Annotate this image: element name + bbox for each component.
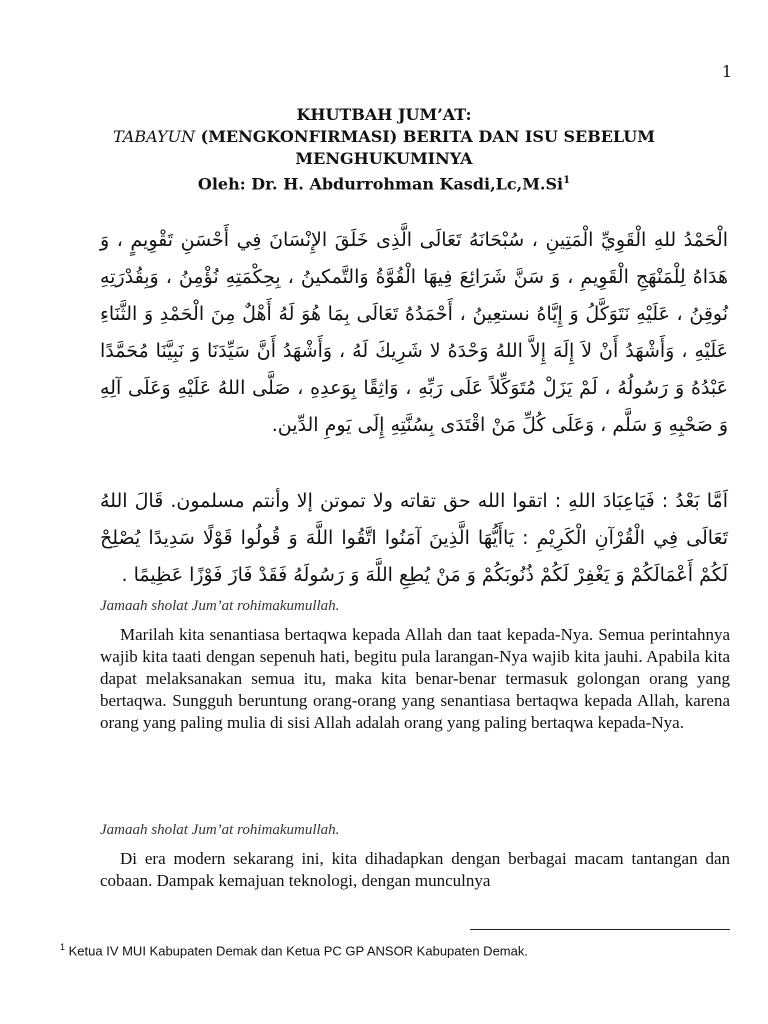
body-paragraph: Marilah kita senantiasa bertaqwa kepada Allah dan taat kepada-Nya. Semua perintahnya wajib kita taati dengan sepenuh hati, begitu pula larangan-Nya wajib kita jauhi. Apabila kita dapat melaksanakan semua itu, maka kita benar-benar termasuk golongan orang yang bertaqwa. Sungguh beruntung orang-orang yang senantiasa bertaqwa kepada Allah, karena orang yang paling mulia di sisi Allah adalah orang yang paling bertaqwa kepada-Nya.: [100, 625, 730, 732]
title-line: KHUTBAH JUM’AT:: [296, 105, 472, 124]
body-paragraph: Di era modern sekarang ini, kita dihadapkan dengan berbagai macam tantangan dan cobaan. Dampak kemajuan teknologi, dengan munculnya: [100, 849, 730, 890]
title-topic: [70, 126, 698, 170]
footnote-text: Ketua IV MUI Kabupaten Demak dan Ketua PC GP ANSOR Kabupaten Demak.: [65, 943, 528, 959]
author-name: Oleh: Dr. H. Abdurrohman Kasdi,Lc,M.Si: [197, 174, 564, 194]
title-block: [70, 104, 698, 195]
salutation: Jamaah sholat Jum’at rohimakumullah.: [100, 598, 340, 614]
footnote-divider: [470, 929, 730, 930]
page-number: 1: [721, 62, 732, 81]
title-topic-rest: (MENGKONFIRMASI) BERITA DAN ISU SEBELUM MENGHUKUMINYA: [195, 127, 655, 168]
author-line: [70, 170, 698, 195]
arabic-amma-badu: اَمَّا بَعْدُ : فَيَاعِبَادَ اللهِ : اتقوا الله حق تقاته ولا تموتن إلا وأنتم مسلمون. قَالَ اللهُ تَعَالَى فِي الْقُرْآنِ الْكَرِيْمِ : يَاأَيُّهَا الَّذِينَ آمَنُوا اتَّقُوا اللَّهَ وَ قُولُوا قَوْلًا سَدِيدًا يُصْلِحْ لَكُمْ أَعْمَالَكُمْ وَ يَغْفِرْ لَكُمْ ذُنُوبَكُمْ وَ مَنْ يُطِعِ اللَّهَ وَ رَسُولَهُ فَقَدْ فَازَ فَوْزًا عَظِيمًا .: [100, 490, 728, 586]
arabic-opening-prayer: الْحَمْدُ للهِ الْقَوِيِّ الْمَتِينِ ، سُبْحَانَهُ تَعَالَى الَّذِى خَلَقَ الإِنْسَانَ فِي أَحْسَنِ تَقْوِيمٍ ، وَ هَدَاهُ لِلْمَنْهَجِ الْقَوِيمِ ، وَ سَنَّ شَرَائِعَ فِيهَا الْقُوَّةُ وَالتَّمكينُ ، بِحِكْمَتِهِ نُؤْمِنُ ، وَبِقُدْرَتِهِ نُوقِنُ ، عَلَيْهِ نَتَوَكَّلُ وَ إِيَّاهُ نستعِينُ ، أَحْمَدُهُ تَعَالَى بِمَا هُوَ لَهُ أَهْلٌ مِنَ الْحَمْدِ وَ الثَّنَاءِ عَلَيْهِ ، وَأَشْهَدُ أَنْ لاَ إِلَهَ إِلاَّ اللهُ وَحْدَهُ لا شَرِيكَ لَهُ ، وَأَشْهَدُ أَنَّ سَيِّدَنَا وَ نَبِيَّنَا مُحَمَّدًا عَبْدُهُ وَ رَسُولُهُ ، لَمْ يَزَلْ مُتَوَكِّلاً عَلَى رَبِّهِ ، وَاثِقًا بِوَعدِهِ ، صَلَّى اللهُ عَلَيْهِ وَعَلَى آلِهِ وَ صَحْبِهِ وَ سَلَّم ، وَعَلَى كُلِّ مَنْ اقْتَدَى بِسُنَّتِهِ إِلَى يَومِ الدِّين.: [100, 229, 728, 436]
footnote-ref[interactable]: 1: [563, 175, 571, 186]
title-topic-italic: TABAYUN: [113, 127, 196, 146]
footnote: [60, 942, 738, 958]
salutation: Jamaah sholat Jum’at rohimakumullah.: [100, 822, 340, 838]
footnote-marker: 1: [60, 942, 66, 952]
